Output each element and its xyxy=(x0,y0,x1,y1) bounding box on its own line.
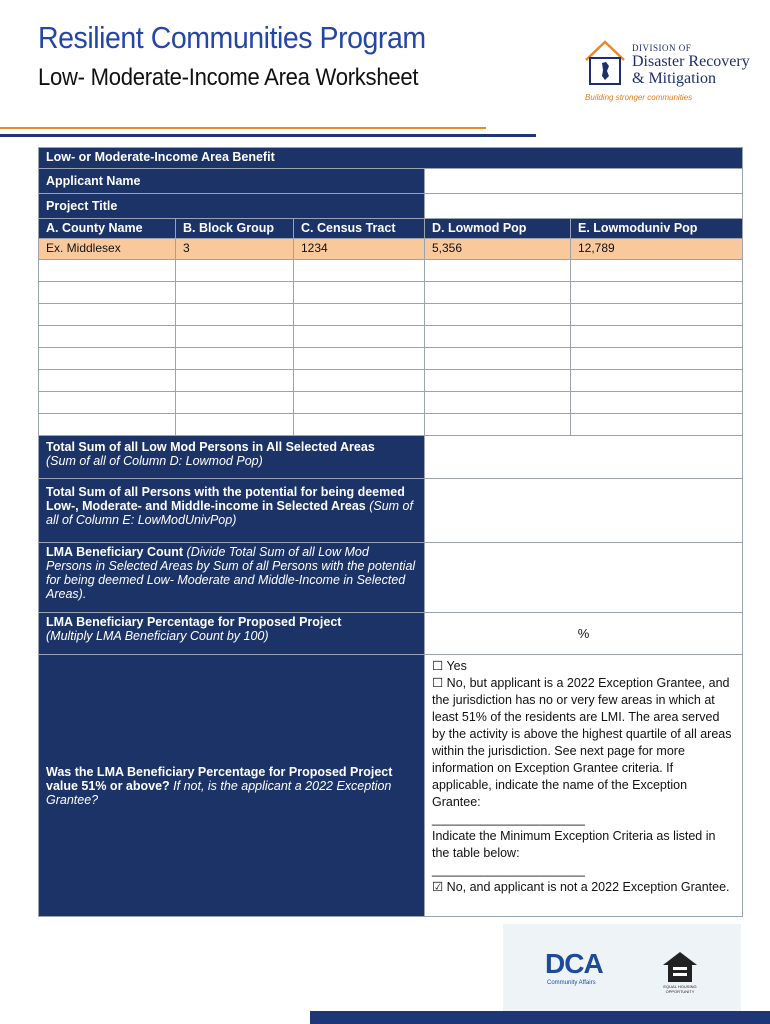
table-row xyxy=(39,326,743,348)
cell-county[interactable] xyxy=(39,370,176,392)
cell-census-tract[interactable] xyxy=(294,392,425,414)
total-persons-cell xyxy=(39,479,425,543)
cell-lowmoduniv-pop[interactable] xyxy=(571,348,743,370)
cell-lowmoduniv-pop[interactable] xyxy=(571,414,743,436)
cell-lowmoduniv-pop[interactable] xyxy=(571,282,743,304)
page-title: Resilient Communities Program xyxy=(38,20,426,55)
cell-census-tract[interactable] xyxy=(294,260,425,282)
cell-county[interactable] xyxy=(39,392,176,414)
table-row xyxy=(39,304,743,326)
option-yes-checkbox[interactable]: ☐ Yes xyxy=(432,659,467,673)
cell-lowmoduniv-pop[interactable] xyxy=(571,260,743,282)
lma-pct-field[interactable]: % xyxy=(425,613,743,655)
logo-tagline: Building stronger communities xyxy=(585,93,693,102)
total-persons-label: Total Sum of all Persons with the potential for being deemed Low-, Moderate- and Middle-income in Selected Areas xyxy=(46,485,405,513)
logo-division: DIVISION OF xyxy=(632,43,692,53)
cell-census-tract[interactable] xyxy=(294,414,425,436)
dca-logo: DCA xyxy=(545,948,603,979)
lma-count-cell xyxy=(39,543,425,613)
cell-block-group[interactable] xyxy=(176,392,294,414)
cell-lowmod-pop[interactable] xyxy=(425,392,571,414)
cell-lowmod-pop[interactable] xyxy=(425,304,571,326)
dca-logo-subtitle: Community Affairs xyxy=(547,980,596,986)
exception-grantee-name-line[interactable]: ______________________ xyxy=(432,812,585,826)
logo-line-1: Disaster Recovery xyxy=(632,53,750,70)
footer-logos xyxy=(503,924,741,1012)
cell-block-group[interactable] xyxy=(176,414,294,436)
col-header-block-group: B. Block Group xyxy=(176,219,294,239)
col-header-census-tract: C. Census Tract xyxy=(294,219,425,239)
cell-block-group[interactable] xyxy=(176,260,294,282)
total-persons-field[interactable] xyxy=(425,479,743,543)
example-census-tract: 1234 xyxy=(294,239,425,260)
table-row xyxy=(39,392,743,414)
orange-rule xyxy=(0,127,486,129)
cell-block-group[interactable] xyxy=(176,304,294,326)
cell-lowmod-pop[interactable] xyxy=(425,326,571,348)
lma-pct-note: (Multiply LMA Beneficiary Count by 100) xyxy=(46,629,269,643)
cell-block-group[interactable] xyxy=(176,326,294,348)
cell-lowmoduniv-pop[interactable] xyxy=(571,392,743,414)
table-row xyxy=(39,348,743,370)
table-row xyxy=(39,370,743,392)
cell-block-group[interactable] xyxy=(176,348,294,370)
cell-census-tract[interactable] xyxy=(294,326,425,348)
lmi-worksheet-table xyxy=(38,147,743,917)
cell-block-group[interactable] xyxy=(176,282,294,304)
cell-lowmod-pop[interactable] xyxy=(425,348,571,370)
blue-rule xyxy=(0,134,536,137)
min-criteria-text: Indicate the Minimum Exception Criteria as listed in the table below: xyxy=(432,829,716,860)
cell-lowmod-pop[interactable] xyxy=(425,260,571,282)
example-county: Ex. Middlesex xyxy=(39,239,176,260)
col-header-county: A. County Name xyxy=(39,219,176,239)
cell-county[interactable] xyxy=(39,348,176,370)
question-cell xyxy=(39,655,425,917)
cell-county[interactable] xyxy=(39,326,176,348)
table-row xyxy=(39,414,743,436)
cell-lowmoduniv-pop[interactable] xyxy=(571,304,743,326)
col-header-lowmoduniv-pop: E. Lowmoduniv Pop xyxy=(571,219,743,239)
total-lowmod-field[interactable] xyxy=(425,436,743,479)
col-header-lowmod-pop: D. Lowmod Pop xyxy=(425,219,571,239)
cell-census-tract[interactable] xyxy=(294,370,425,392)
house-nj-icon xyxy=(582,38,628,88)
min-criteria-line[interactable]: ______________________ xyxy=(432,863,585,877)
equal-housing-logo xyxy=(661,950,699,994)
bottom-bar xyxy=(310,1011,770,1024)
option-no-exception-checkbox[interactable]: ☐ No, but applicant is a 2022 Exception Grantee, and the jurisdiction has no or very few areas in which at least 51% of the residents are LMI. The area served by the activity is above the highest quartile of all areas within the jurisdiction. See next page for more information on Exception Grantee criteria. If applicable, indicate the name of the Exception Grantee: xyxy=(432,676,732,809)
cell-lowmod-pop[interactable] xyxy=(425,282,571,304)
total-lowmod-note: (Sum of all of Column D: Lowmod Pop) xyxy=(46,454,263,468)
lma-count-label: LMA Beneficiary Count xyxy=(46,545,184,559)
question-options xyxy=(425,655,743,917)
cell-county[interactable] xyxy=(39,282,176,304)
page-subtitle: Low- Moderate-Income Area Worksheet xyxy=(38,64,419,91)
total-persons-note: (Sum of all of Column E: LowModUnivPop) xyxy=(46,499,413,527)
table-row xyxy=(39,260,743,282)
project-title-field[interactable] xyxy=(425,194,743,219)
lma-count-note: (Divide Total Sum of all Low Mod Persons in Selected Areas by Sum of all Persons with the potential for being deemed Low- Moderate and Middle-Income in Selected Areas). xyxy=(46,545,416,601)
cell-county[interactable] xyxy=(39,414,176,436)
project-title-label: Project Title xyxy=(39,194,425,219)
lma-pct-cell xyxy=(39,613,425,655)
example-lowmod-pop: 5,356 xyxy=(425,239,571,260)
applicant-name-field[interactable] xyxy=(425,169,743,194)
example-lowmoduniv-pop: 12,789 xyxy=(571,239,743,260)
total-lowmod-label: Total Sum of all Low Mod Persons in All Selected Areas xyxy=(46,440,375,454)
cell-lowmod-pop[interactable] xyxy=(425,414,571,436)
cell-lowmod-pop[interactable] xyxy=(425,370,571,392)
cell-census-tract[interactable] xyxy=(294,282,425,304)
cell-census-tract[interactable] xyxy=(294,348,425,370)
cell-lowmoduniv-pop[interactable] xyxy=(571,370,743,392)
question-label: Was the LMA Beneficiary Percentage for Proposed Project value 51% or above? xyxy=(46,764,393,793)
option-no-not-exception-checkbox[interactable]: ☑ No, and applicant is not a 2022 Exception Grantee. xyxy=(432,880,730,894)
applicant-name-label: Applicant Name xyxy=(39,169,425,194)
lma-pct-label: LMA Beneficiary Percentage for Proposed Project xyxy=(46,615,342,629)
table-row xyxy=(39,282,743,304)
total-lowmod-cell xyxy=(39,436,425,479)
section-title: Low- or Moderate-Income Area Benefit xyxy=(39,148,743,169)
example-row xyxy=(39,239,743,260)
example-block-group: 3 xyxy=(176,239,294,260)
question-note: If not, is the applicant a 2022 Exception Grantee? xyxy=(46,778,392,807)
equal-housing-icon xyxy=(661,950,699,984)
cell-county[interactable] xyxy=(39,304,176,326)
logo-line-2: & Mitigation xyxy=(632,70,716,87)
cell-block-group[interactable] xyxy=(176,370,294,392)
cell-lowmoduniv-pop[interactable] xyxy=(571,326,743,348)
lma-count-field[interactable] xyxy=(425,543,743,613)
cell-county[interactable] xyxy=(39,260,176,282)
equal-housing-text: EQUAL HOUSING OPPORTUNITY xyxy=(663,984,697,994)
cell-census-tract[interactable] xyxy=(294,304,425,326)
